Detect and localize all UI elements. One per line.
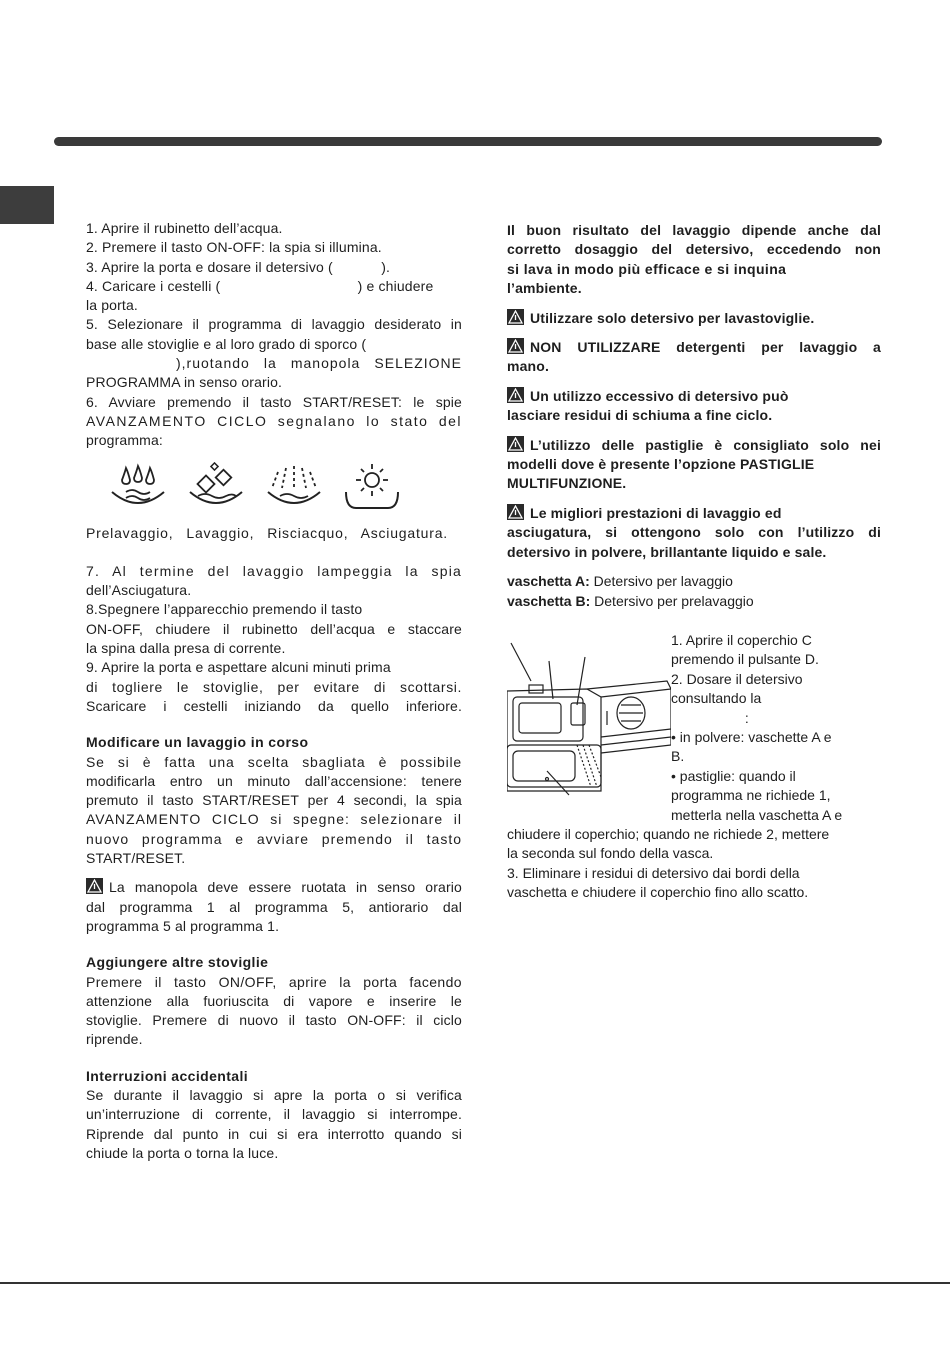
step-7-cont: dell’Asciugatura. (86, 582, 192, 599)
left-column (86, 219, 462, 1163)
wash-icon (184, 462, 248, 514)
dispenser-instructions-continued: chiudere il coperchio; quando ne richiede 2, mettere la seconda sul fondo della vasca. 3. Eliminare i residui di detersivo dai bordi della vaschetta e chiudere il coperchio fino allo scatto. (507, 825, 830, 901)
step-6-cont-b: programma: (86, 432, 163, 449)
modify-line-3: premuto il tasto START/RESET per 4 secondi, la spia (86, 792, 462, 809)
warning-best-performance: Le migliori prestazioni di lavaggio ed asciugatura, si ottengono solo con l’utilizzo di detersivo in polvere, brillantante liquido e sale. (507, 504, 881, 560)
detergent-dispenser-illustration (507, 641, 671, 801)
step-9: 9. Aprire la porta e aspettare alcuni minuti prima (86, 659, 391, 676)
phases-caption: Prelavaggio, Lavaggio, Risciacquo, Asciugatura. (86, 524, 448, 541)
prewash-icon (106, 462, 170, 514)
warning-detergent-only: Utilizzare solo detersivo per lavastoviglie. (507, 309, 881, 328)
step-6: 6. Avviare premendo il tasto START/RESET: le spie (86, 393, 462, 410)
rinse-icon (262, 462, 326, 514)
modify-line-1: Se si è fatta una scelta sbagliata è possibile (86, 753, 462, 770)
language-tab (0, 186, 54, 224)
modify-line-4: AVANZAMENTO CICLO si spegne: selezionare il (86, 811, 462, 828)
dispenser-section (507, 631, 881, 909)
interrupt-line-1: Se durante il lavaggio si apre la porta o si verifica (86, 1086, 462, 1103)
warning-icon (507, 387, 524, 403)
warning-tablets: L’utilizzo delle pastiglie è consigliato solo nei modelli dove è presente l’opzione PASTIGLIE MULTIFUNZIONE. (507, 436, 881, 492)
step-9-cont-b: Scaricare i cestelli iniziando da quello inferiore. (86, 697, 462, 714)
warning-no-hand-detergent: NON UTILIZZARE detergenti per lavaggio a mano. (507, 339, 881, 375)
warning-excess-detergent: Un utilizzo eccessivo di detersivo può lasciare residui di schiuma a fine ciclo. (507, 387, 789, 424)
step-5-cont-c: PROGRAMMA in senso orario. (86, 374, 283, 391)
modify-line-6: START/RESET. (86, 850, 186, 867)
step-3: 3. Aprire la porta e dosare il detersivo ( ). (86, 258, 391, 275)
footer-rule (0, 1282, 950, 1284)
add-heading: Aggiungere altre stoviglie (86, 954, 269, 971)
step-5: 5. Selezionare il programma di lavaggio desiderato in (86, 316, 462, 333)
cycle-phase-icons (106, 462, 462, 514)
step-4-cont: la porta. (86, 297, 138, 314)
warning-icon (507, 504, 524, 520)
modify-line-5: nuovo programma e avviare premendo il tasto (86, 830, 462, 847)
step-5-cont-a: base alle stoviglie e al loro grado di sporco ( (86, 335, 367, 352)
dispenser-instructions: 1. Aprire il coperchio C premendo il pulsante D. 2. Dosare il detersivo consultando la : • in polvere: vaschette A e B. • pastiglie: quando il programma ne richiede 1, metterla nella vaschetta A e (671, 631, 843, 823)
add-line-3: stoviglie. Premere di nuovo il tasto ON-OFF: il ciclo (86, 1012, 462, 1029)
knob-warning-line-1: La manopola deve essere ruotata in senso orario (86, 878, 462, 897)
modify-line-2: modificarla entro un minuto dall’accensione: tenere (86, 772, 462, 789)
step-2: 2. Premere il tasto ON-OFF: la spia si illumina. (86, 239, 382, 256)
dry-icon (340, 462, 404, 514)
step-5-cont-b: ),ruotando la manopola SELEZIONE (176, 355, 462, 372)
step-1: 1. Aprire il rubinetto dell’acqua. (86, 220, 283, 236)
interrupt-heading: Interruzioni accidentali (86, 1067, 249, 1084)
intro-line-4: l’ambiente. (507, 280, 582, 297)
modify-heading: Modificare un lavaggio in corso (86, 734, 309, 751)
warning-icon (86, 878, 103, 894)
step-9-cont-a: di togliere le stoviglie, per evitare di scottarsi. (86, 678, 462, 695)
step-6-cont-a: AVANZAMENTO CICLO segnalano lo stato del (86, 412, 462, 429)
step-7: 7. Al termine del lavaggio lampeggia la spia (86, 562, 462, 579)
knob-warning-line-3: programma 5 al programma 1. (86, 917, 280, 934)
step-8-cont-b: la spina dalla presa di corrente. (86, 640, 286, 657)
interrupt-line-3: Riprende dal punto in cui si era interrotto quando si (86, 1125, 462, 1142)
warning-icon (507, 436, 524, 452)
intro-line-1: Il buon risultato del lavaggio dipende anche dal (507, 222, 881, 238)
compartment-b: vaschetta B: Detersivo per prelavaggio (507, 592, 754, 609)
knob-warning-line-2: dal programma 1 al programma 5, antiorario dal (86, 898, 462, 915)
interrupt-line-4: chiude la porta o torna la luce. (86, 1144, 279, 1161)
add-line-1: Premere il tasto ON/OFF, aprire la porta facendo (86, 973, 462, 990)
warning-icon (507, 338, 524, 354)
intro-line-2: corretto dosaggio del detersivo, eccedendo non (507, 241, 881, 258)
step-8: 8.Spegnere l’apparecchio premendo il tasto (86, 601, 363, 618)
right-column (507, 221, 881, 909)
step-8-cont-a: ON-OFF, chiudere il rubinetto dell’acqua e staccare (86, 620, 462, 637)
interrupt-line-2: un’interruzione di corrente, il lavaggio si interrompe. (86, 1106, 462, 1123)
warning-icon (507, 309, 524, 325)
add-line-2: attenzione alla fuoriuscita di vapore e inserire le (86, 992, 462, 1009)
compartment-a: vaschetta A: Detersivo per lavaggio (507, 573, 733, 590)
step-4: 4. Caricare i cestelli ( ) e chiudere (86, 277, 434, 294)
header-rule (54, 137, 882, 146)
intro-line-3: si lava in modo più efficace e si inquina (507, 260, 787, 277)
add-line-4: riprende. (86, 1031, 143, 1048)
